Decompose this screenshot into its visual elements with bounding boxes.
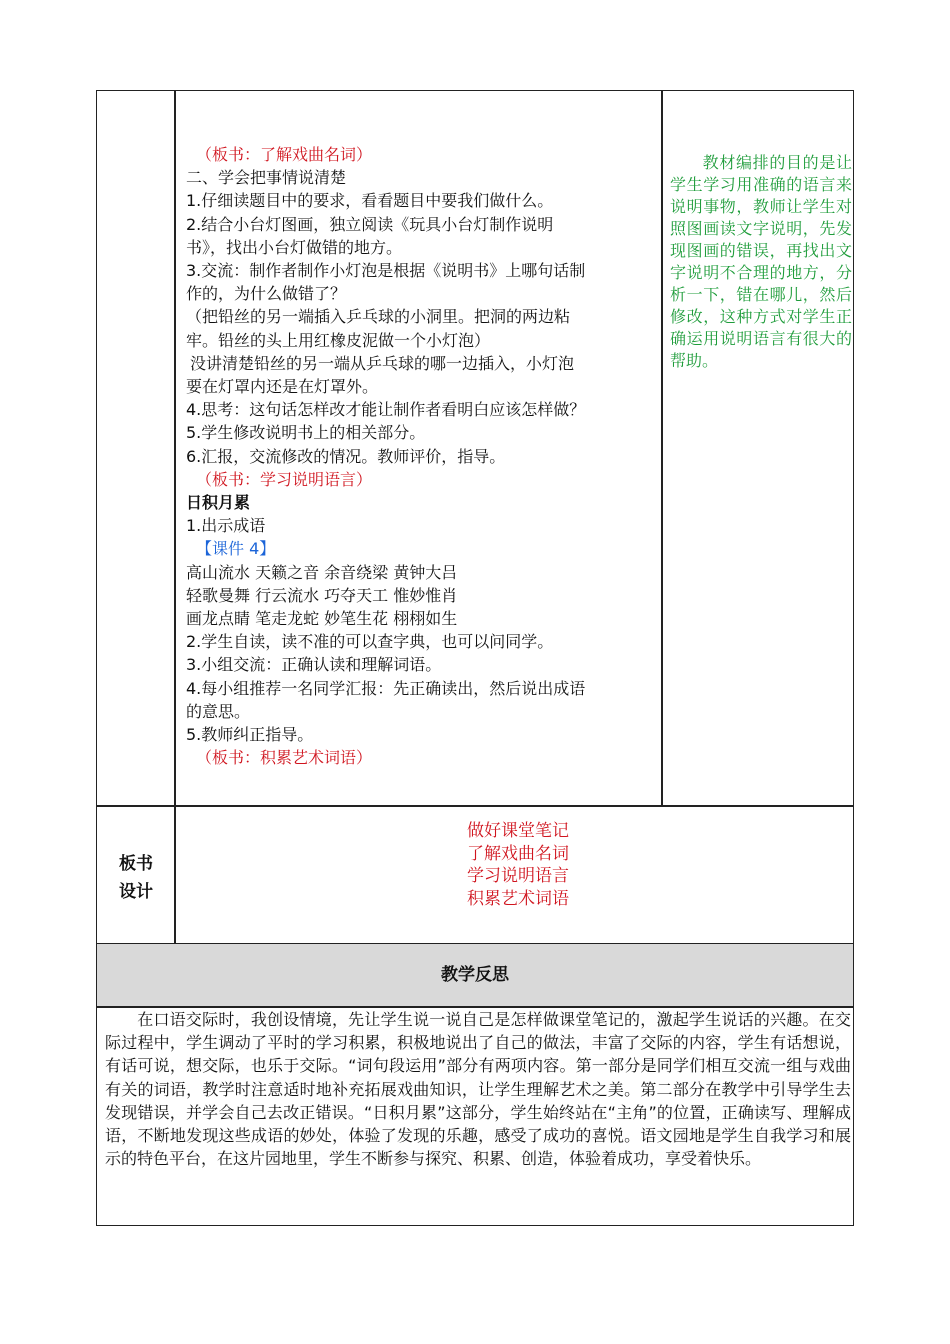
idiom-row: 轻歌曼舞 行云流水 巧夺天工 惟妙惟肖 [186,585,458,605]
text-line: 5.学生修改说明书上的相关部分。 [186,423,426,443]
text-line: 1.出示成语 [186,516,266,536]
design-intent-note [670,152,852,372]
board-item: 做好课堂笔记 [467,821,569,841]
text-line: 要在灯罩内还是在灯罩外。 [186,377,379,397]
text-line: 6.汇报，交流修改的情况。教师评价，指导。 [186,446,506,466]
column-divider-left [174,90,176,945]
text-line: 3.交流：制作者制作小灯泡是根据《说明书》上哪句话制 [186,261,586,281]
text-line: 1.仔细读题目中的要求，看看题目中要我们做什么。 [186,191,554,211]
board-design-content [176,820,860,910]
text-line: 4.思考：这句话怎样改才能让制作者看明白应该怎样做？ [186,400,586,420]
board-design-label-line: 设计 [119,882,153,902]
lesson-procedure [186,143,660,769]
section-heading: 二、学会把事情说清楚 [186,168,347,188]
text-line: 2.结合小台灯图画，独立阅读《玩具小台灯制作说明 [186,214,554,234]
board-item: 积累艺术词语 [467,888,569,909]
text-line: 作的，为什么做错了？ [186,284,347,304]
reflection-text: 在口语交际时，我创设情境，先让学生说一说自己是怎样做课堂笔记的，激起学生说话的兴趣。在交际过程中，学生调动了平时的学习积累，积极地说出了自己的做法，丰富了交际的内容，学生有话想说，有话可说，想交际，也乐于交际。“词句段运用”部分有两项内容。第一部分是同学们相互交流一组与戏曲有关的词语，教学时注意适时地补充拓展戏曲知识，让学生理解艺术之美。第二部分在教学中引导学生去发现错误，并学会自己去改正错误。“日积月累”这部分，学生始终站在“主角”的位置，正确读写、理解成语，不断地发现这些成语的妙处，体验了发现的乐趣，感受了成功的喜悦。语文园地是学生自我学习和展示的特色平台，在这片园地里，学生不断参与探究、积累、创造，体验着成功，享受着快乐。 [105,1010,851,1169]
text-line: 牢。铅丝的头上用红橡皮泥做一个小灯泡） [186,330,491,350]
text-line: 4.每小组推荐一名同学汇报：先正确读出，然后说出成语 [186,678,586,698]
text-line: 3.小组交流：正确认读和理解词语。 [186,655,442,675]
text-line: 没讲清楚铅丝的另一端从乒乓球的哪一边插入，小灯泡 [190,353,575,373]
text-line: 5.教师纠正指导。 [186,725,314,745]
board-item: 学习说明语言 [467,866,569,886]
text-line: （把铅丝的另一端插入乒乓球的小洞里。把洞的两边粘 [186,307,571,327]
text-line: 的意思。 [186,701,251,721]
board-item: 了解戏曲名词 [467,843,569,864]
reflection-title: 教学反思 [97,944,853,1006]
side-note-text: 教材编排的目的是让学生学习用准确的语言来说明事物，教师让学生对照图画读文字说明，先发现图画的错误，再找出文字说明不合理的地方，分析一下，错在哪儿，然后修改，这种方式对学生正确运用说明语言有很大的帮助。 [670,153,852,370]
column-divider-right [661,90,663,806]
courseware-label: 【课件 4】 [196,539,276,559]
row-divider-1 [96,805,854,807]
board-note: （板书：学习说明语言） [196,469,373,489]
board-note: （板书：积累艺术词语） [196,748,373,768]
board-note: （板书：了解戏曲名词） [196,145,373,164]
idiom-row: 画龙点睛 笔走龙蛇 妙笔生花 栩栩如生 [186,609,458,629]
section-heading: 日积月累 [186,493,251,513]
text-line: 书》，找出小台灯做错的地方。 [186,237,403,257]
board-design-label-line: 板书 [119,854,153,874]
text-line: 2.学生自读，读不准的可以查字典，也可以问同学。 [186,632,554,652]
board-design-label [100,850,172,906]
reflection-body [105,1008,851,1170]
idiom-row: 高山流水 天籁之音 余音绕梁 黄钟大吕 [186,562,458,582]
